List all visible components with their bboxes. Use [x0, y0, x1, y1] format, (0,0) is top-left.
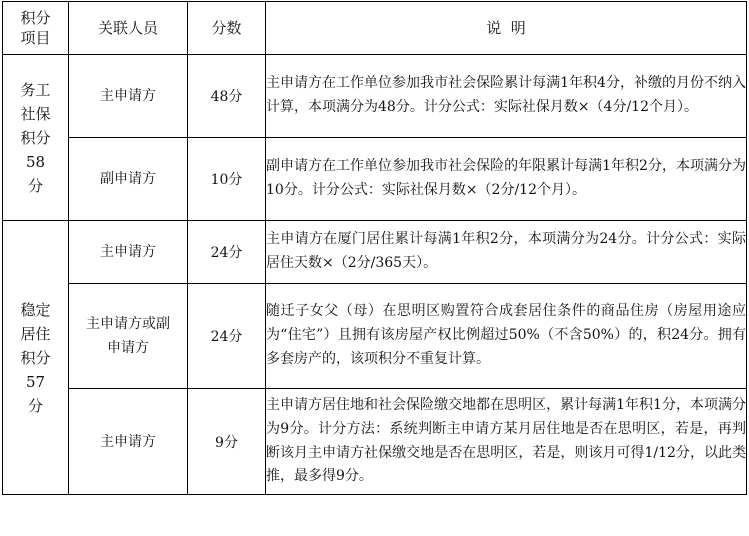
description-cell: 副申请方在工作单位参加我市社会保险的年限累计每满1年积2分，本项满分为10分。计分公式：实际社保月数×（2分/12个月）。	[266, 138, 747, 221]
header-row	[3, 2, 747, 55]
person-cell	[69, 284, 188, 389]
header-person: 关联人员	[69, 2, 188, 55]
header-category-label: 积分项目	[20, 9, 51, 47]
header-category	[3, 2, 69, 55]
category-label: 务工社保积分58分	[20, 80, 51, 195]
person-cell: 主申请方	[69, 221, 188, 284]
score-cell: 48分	[188, 55, 266, 138]
table-row	[3, 55, 747, 138]
description-cell: 主申请方居住地和社会保险缴交地都在思明区，累计每满1年积1分，本项满分为9分。计分方法：系统判断主申请方某月居住地是否在思明区，若是，再判断该月主申请方社保缴交地是否在思明区，若是，则该月可得1/12分，以此类推，最多得9分。	[266, 389, 747, 495]
table-row	[3, 284, 747, 389]
category-cell-stable-residence	[3, 221, 69, 495]
description-cell: 随迁子女父（母）在思明区购置符合成套居住条件的商品住房（房屋用途应为“住宅”）且拥有该房屋产权比例超过50%（不含50%）的，积24分。拥有多套房产的，该项积分不重复计算。	[266, 284, 747, 389]
header-score: 分数	[188, 2, 266, 55]
category-cell-social-insurance	[3, 55, 69, 221]
person-label: 主申请方或副申请方	[86, 316, 170, 356]
table-row	[3, 221, 747, 284]
description-cell: 主申请方在工作单位参加我市社会保险累计每满1年积4分，补缴的月份不纳入计算，本项满分为48分。计分公式：实际社保月数×（4分/12个月）。	[266, 55, 747, 138]
points-table	[2, 1, 747, 495]
score-cell: 9分	[188, 389, 266, 495]
table-row	[3, 138, 747, 221]
score-cell: 10分	[188, 138, 266, 221]
person-cell: 副申请方	[69, 138, 188, 221]
person-cell: 主申请方	[69, 55, 188, 138]
table-row	[3, 389, 747, 495]
person-cell: 主申请方	[69, 389, 188, 495]
description-cell: 主申请方在厦门居住累计每满1年积2分，本项满分为24分。计分公式：实际居住天数×（2分/365天）。	[266, 221, 747, 284]
header-description: 说 明	[266, 2, 747, 55]
category-label: 稳定居住积分57分	[20, 300, 51, 415]
score-cell: 24分	[188, 221, 266, 284]
score-cell: 24分	[188, 284, 266, 389]
